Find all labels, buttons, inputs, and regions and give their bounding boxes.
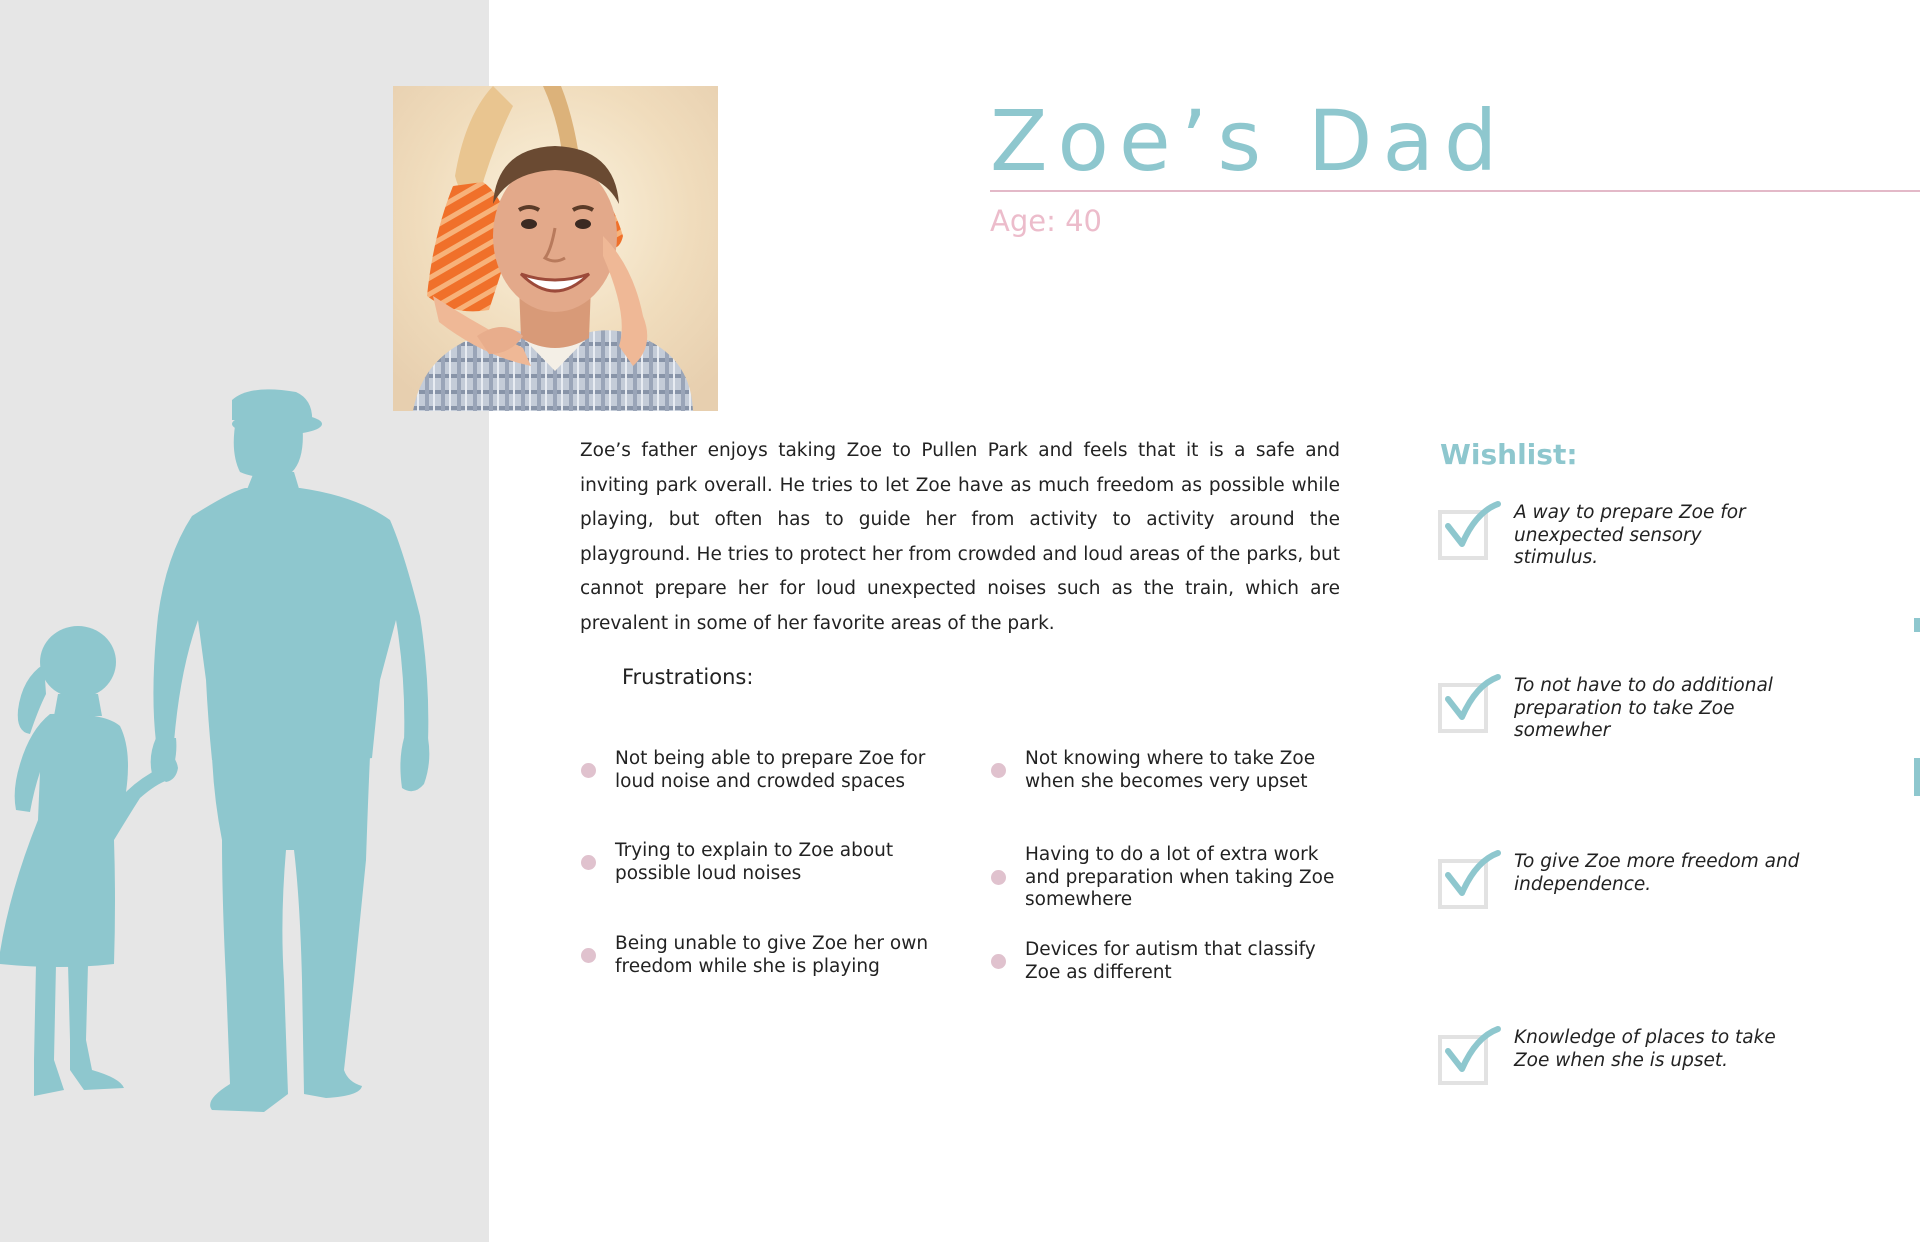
edge-decoration — [1914, 618, 1920, 632]
persona-name: Zoe’s Dad — [990, 92, 1508, 190]
frustration-text: Devices for autism that classify Zoe as different — [1025, 939, 1316, 983]
wishlist-item — [1438, 673, 1920, 741]
bullet-dot-icon — [581, 763, 596, 778]
wishlist-item — [1438, 500, 1920, 568]
checkbox-checked-icon — [1438, 673, 1500, 735]
bullet-dot-icon — [991, 954, 1006, 969]
father-daughter-silhouette — [0, 380, 489, 1120]
persona-age: Age: 40 — [990, 204, 1102, 238]
wishlist-text: To not have to do additional preparation to take Zoe somewher — [1514, 675, 1773, 741]
frustration-item — [581, 840, 945, 885]
checkbox-checked-icon — [1438, 500, 1500, 562]
frustration-text: Not being able to prepare Zoe for loud noise and crowded spaces — [615, 748, 926, 792]
frustrations-heading: Frustrations: — [622, 665, 754, 689]
wishlist-item — [1438, 849, 1920, 909]
bullet-dot-icon — [991, 870, 1006, 885]
wishlist-heading: Wishlist: — [1440, 438, 1578, 471]
frustration-item — [991, 844, 1355, 912]
portrait-photo — [393, 86, 718, 411]
checkbox-checked-icon — [1438, 1025, 1500, 1087]
persona-bio: Zoe’s father enjoys taking Zoe to Pullen Park and feels that it is a safe and inviting park overall. He tries to let Zoe have as much freedom as possible while playing, but often has to guide her from activity to activity around the playground. He tries to protect her from crowded and loud areas of the parks, but cannot prepare her for loud unexpected noises such as the train, which are prevalent in some of her favorite areas of the park. — [580, 440, 1340, 634]
title-divider — [990, 190, 1920, 192]
wishlist-text: A way to prepare Zoe for unexpected sensory stimulus. — [1514, 502, 1746, 568]
father-portrait-photo — [393, 86, 718, 411]
bullet-dot-icon — [581, 855, 596, 870]
frustration-text: Being unable to give Zoe her own freedom while she is playing — [615, 933, 929, 977]
frustration-item — [991, 939, 1355, 984]
bullet-dot-icon — [991, 763, 1006, 778]
edge-decoration — [1914, 758, 1920, 796]
wishlist-text: To give Zoe more freedom and independence. — [1514, 851, 1800, 895]
checkbox-checked-icon — [1438, 849, 1500, 911]
bullet-dot-icon — [581, 948, 596, 963]
frustration-text: Trying to explain to Zoe about possible loud noises — [615, 840, 894, 884]
wishlist-text: Knowledge of places to take Zoe when she is upset. — [1514, 1027, 1776, 1071]
frustration-item — [991, 748, 1355, 793]
frustration-item — [581, 933, 945, 978]
frustration-text: Not knowing where to take Zoe when she becomes very upset — [1025, 748, 1316, 792]
wishlist-item — [1438, 1025, 1920, 1085]
frustration-item — [581, 748, 945, 793]
frustration-text: Having to do a lot of extra work and preparation when taking Zoe somewhere — [1025, 844, 1335, 910]
